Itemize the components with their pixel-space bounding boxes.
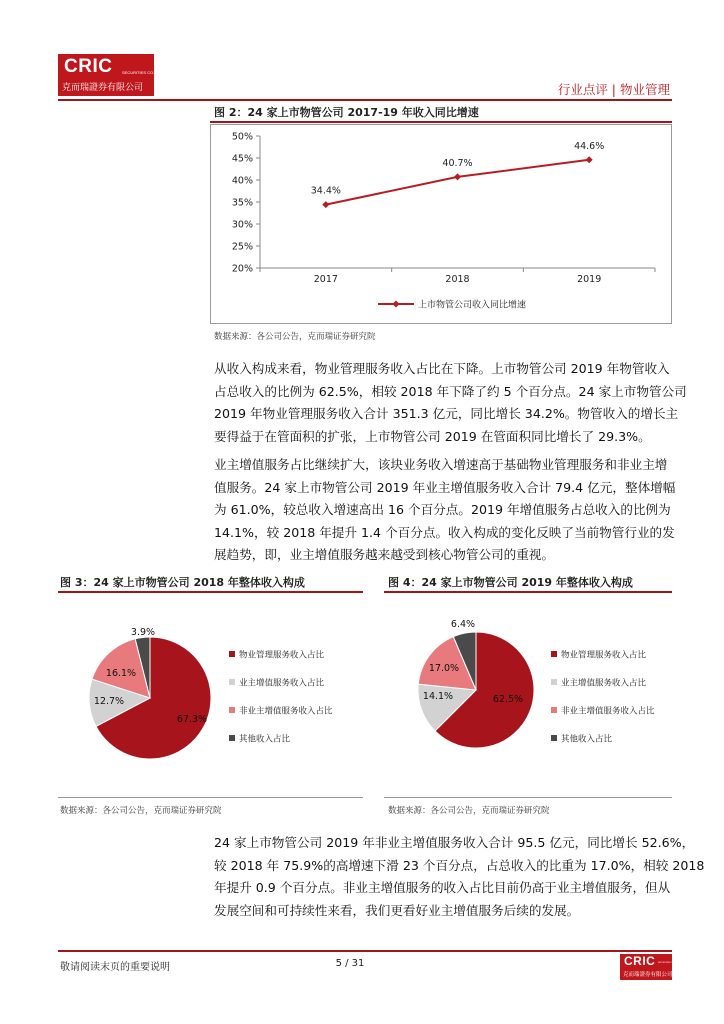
legend-swatch xyxy=(229,707,235,713)
legend-label: 业主增值服务收入占比 xyxy=(561,678,647,689)
footer-logo-sub-text: 克而瑞證券有限公司 xyxy=(623,972,673,978)
legend-swatch xyxy=(551,651,557,657)
figure4-title-rule xyxy=(384,591,672,593)
logo-sub-text: 克而瑞證券有限公司 xyxy=(62,83,144,93)
pie-chart-2018 xyxy=(58,596,363,796)
pie-chart-2019 xyxy=(384,596,672,796)
legend-label: 非业主增值服务收入占比 xyxy=(239,706,333,717)
legend-swatch xyxy=(229,679,235,685)
legend-label: 其他收入占比 xyxy=(239,734,291,745)
footer-logo-main-text: CRIC xyxy=(624,954,656,968)
legend-label: 上市物管公司收入同比增速 xyxy=(418,300,527,311)
legend-label: 物业管理服务收入占比 xyxy=(561,650,647,661)
data-label: 34.4% xyxy=(310,185,341,197)
y-tick-label: 40% xyxy=(231,175,253,187)
logo-small-text: SECURITIES CO.,LTD xyxy=(122,70,163,75)
legend-label: 非业主增值服务收入占比 xyxy=(561,706,655,717)
paragraph-line: 24 家上市物管公司 2019 年非业主增值服务收入合计 95.5 亿元，同比增长 52.6%， xyxy=(214,835,695,850)
slice-label: 67.3% xyxy=(176,714,208,725)
paragraph-line: 2019 年物业管理服务收入合计 351.3 亿元，同比增长 34.2%。物管收入的增长主 xyxy=(214,406,679,421)
section-label: 行业点评 | 物业管理 xyxy=(557,82,670,97)
slice-label: 62.5% xyxy=(492,694,524,705)
data-point xyxy=(322,201,329,208)
header-logo xyxy=(58,54,163,96)
data-label: 40.7% xyxy=(442,157,473,169)
y-tick-label: 35% xyxy=(231,197,253,209)
footer-logo xyxy=(620,954,679,980)
slice-label: 16.1% xyxy=(105,668,137,679)
paragraph-line: 占总收入的比例为 62.5%，相较 2018 年下降了约 5 个百分点。24 家上市物管公司 xyxy=(214,383,687,399)
line-chart xyxy=(210,124,672,324)
figure4-bottom-rule xyxy=(384,797,672,798)
paragraph-line: 年提升 0.9 个百分点。非业主增值服务的收入占比目前仍高于业主增值服务，但从 xyxy=(214,880,671,895)
paragraph-line: 14.1%，较 2018 年提升 1.4 个百分点。收入构成的变化反映了当前物管行业的发 xyxy=(214,524,675,540)
figure4-source: 数据来源：各公司公告，克而瑞证券研究院 xyxy=(388,806,550,816)
footer-logo-small-text: SECURITIES CO.,LTD xyxy=(658,962,679,964)
figure3-title: 图 3：24 家上市物管公司 2018 年整体收入构成 xyxy=(60,576,305,589)
paragraph-line: 展趋势，即，业主增值服务越来越受到核心物管公司的重视。 xyxy=(214,547,555,562)
slice-label: 3.9% xyxy=(130,627,156,638)
legend-swatch xyxy=(551,707,557,713)
paragraph-line: 为 61.0%，较总收入增速高出 16 个百分点。2019 年增值服务占总收入的比例为 xyxy=(214,502,671,517)
x-tick-label: 2017 xyxy=(313,274,338,285)
slice-label: 6.4% xyxy=(450,619,476,630)
legend-label: 业主增值服务收入占比 xyxy=(239,678,325,689)
page-number: 5 / 31 xyxy=(335,958,365,969)
data-label: 44.6% xyxy=(574,140,605,152)
data-point xyxy=(454,173,461,180)
figure4-title: 图 4：24 家上市物管公司 2019 年整体收入构成 xyxy=(388,576,633,589)
legend-swatch xyxy=(551,679,557,685)
y-tick-label: 50% xyxy=(231,131,253,143)
footer-note: 敬请阅读末页的重要说明 xyxy=(60,962,170,973)
figure3-source: 数据来源：各公司公告，克而瑞证券研究院 xyxy=(60,806,222,816)
figure3-bottom-rule xyxy=(58,797,363,798)
legend-label: 物业管理服务收入占比 xyxy=(239,650,325,661)
paragraph-value-added-services xyxy=(214,454,675,567)
paragraph-non-owner-services xyxy=(214,832,704,922)
slice-label: 12.7% xyxy=(93,696,125,707)
figure3-title-rule xyxy=(58,591,363,593)
x-tick-label: 2019 xyxy=(577,274,602,285)
y-tick-label: 30% xyxy=(231,219,253,231)
paragraph-line: 要得益于在管面积的扩张，上市物管公司 2019 在管面积同比增长了 29.3%。 xyxy=(214,428,651,444)
paragraph-revenue-structure xyxy=(214,358,687,448)
y-tick-label: 20% xyxy=(231,263,253,275)
paragraph-line: 从收入构成来看，物业管理服务收入占比在下降。上市物管公司 2019 年物管收入 xyxy=(214,361,670,376)
y-tick-label: 45% xyxy=(231,153,253,165)
figure2-source: 数据来源：各公司公告，克而瑞证券研究院 xyxy=(214,332,376,342)
y-tick-label: 25% xyxy=(231,241,253,253)
slice-label: 14.1% xyxy=(422,691,454,702)
figure2-title-rule xyxy=(210,121,672,123)
paragraph-line: 较 2018 年 75.9%的高增速下滑 23 个百分点，占总收入的比重为 17.0%，相较 2018 xyxy=(214,857,705,873)
header-rule xyxy=(58,99,672,101)
paragraph-line: 业主增值服务占比继续扩大，该块业务收入增速高于基础物业管理服务和非业主增 xyxy=(214,457,668,472)
legend-swatch xyxy=(551,735,557,741)
legend-swatch xyxy=(229,651,235,657)
x-tick-label: 2018 xyxy=(445,274,470,285)
figure2-title: 图 2：24 家上市物管公司 2017-19 年收入同比增速 xyxy=(214,106,479,119)
paragraph-line: 发展空间和可持续性来看，我们更看好业主增值服务后续的发展。 xyxy=(214,902,580,918)
legend-swatch xyxy=(229,735,235,741)
legend-label: 其他收入占比 xyxy=(561,734,613,745)
slice-label: 17.0% xyxy=(428,663,460,674)
data-point xyxy=(586,156,593,163)
logo-main-text: CRIC xyxy=(64,56,113,77)
footer-rule xyxy=(58,950,672,952)
legend-marker xyxy=(393,301,400,308)
paragraph-line: 值服务。24 家上市物管公司 2019 年业主增值服务收入合计 79.4 亿元，整体增幅 xyxy=(214,479,676,495)
